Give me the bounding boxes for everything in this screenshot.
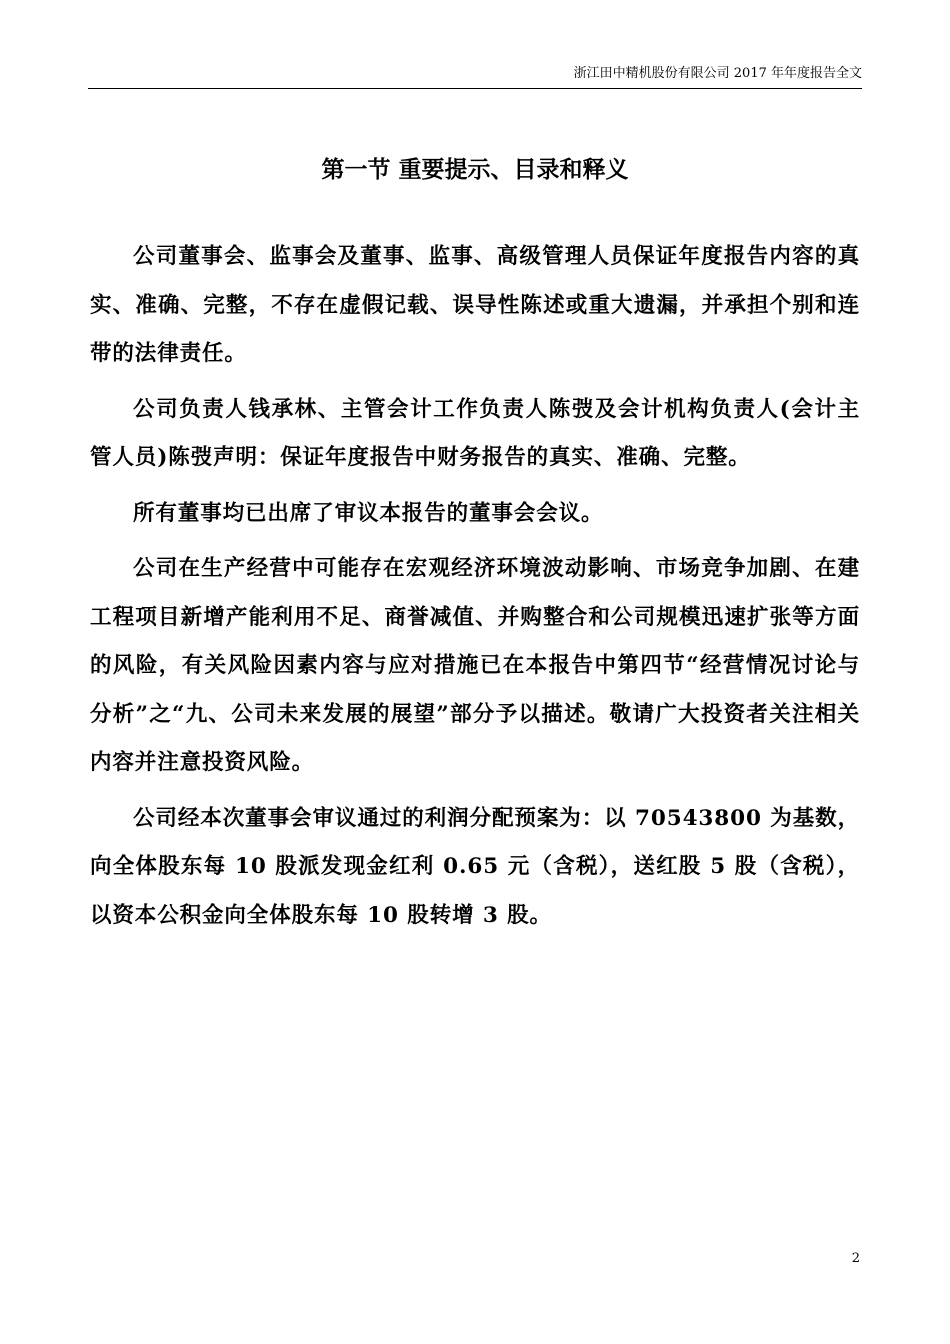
paragraph-directors-attendance: 所有董事均已出席了审议本报告的董事会会议。 xyxy=(133,500,604,526)
page-number: 2 xyxy=(851,1251,860,1266)
header-text: 浙江田中精机股份有限公司 2017 年年度报告全文 xyxy=(573,66,862,81)
paragraph-risk-disclosure: 公司在生产经营中可能存在宏观经济环境波动影响、市场竞争加剧、在建工程项目新增产能利用不足、商誉减值、并购整合和公司规模迅速扩张等方面的风险，有关风险因素内容与应对措施已在本报告中第四节“经营情况讨论与分析”之“九、公司未来发展的展望”部分予以描述。敬请广大投资者关注相关内容并注意投资风险。 xyxy=(90,556,860,775)
page-header xyxy=(88,66,862,89)
paragraph-profit-distribution: 公司经本次董事会审议通过的利润分配预案为：以 70543800 为基数，向全体股东每 10 股派发现金红利 0.65 元（含税），送红股 5 股（含税），以资本公积金向全体股东每 10 股转增 3 股。 xyxy=(90,805,860,928)
section-title: 第一节 重要提示、目录和释义 xyxy=(321,156,629,183)
paragraph-financial-statement: 公司负责人钱承林、主管会计工作负责人陈弢及会计机构负责人(会计主管人员)陈弢声明：保证年度报告中财务报告的真实、准确、完整。 xyxy=(90,396,860,470)
paragraph-board-guarantee: 公司董事会、监事会及董事、监事、高级管理人员保证年度报告内容的真实、准确、完整，不存在虚假记载、误导性陈述或重大遗漏，并承担个别和连带的法律责任。 xyxy=(90,244,860,366)
document-body xyxy=(90,233,860,947)
